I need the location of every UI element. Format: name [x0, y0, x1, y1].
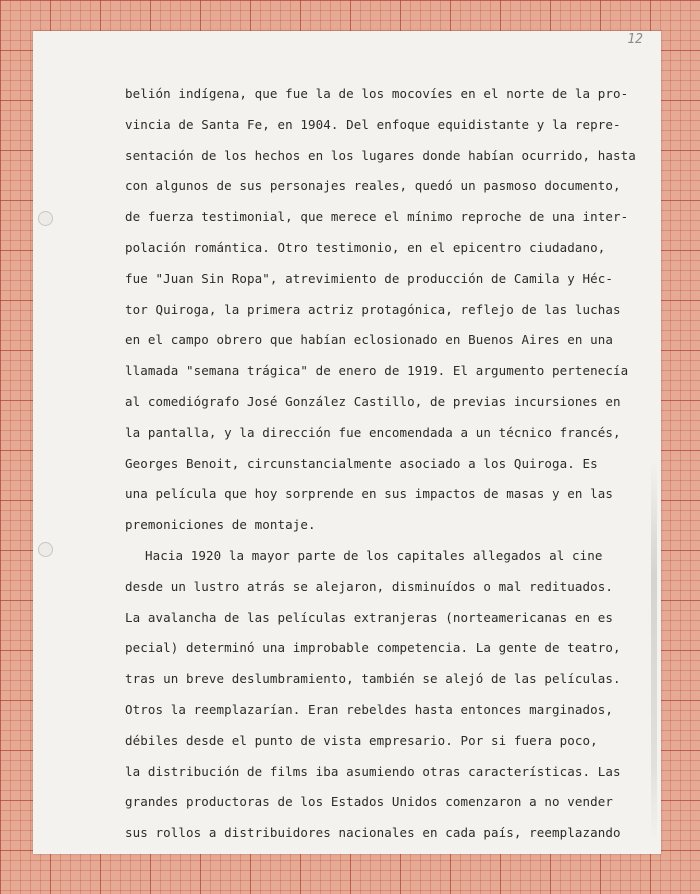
text-line: con algunos de sus personajes reales, quedó un pasmoso documento, — [125, 178, 621, 194]
text-line: una película que hoy sorprende en sus impactos de masas y en las — [125, 486, 614, 502]
text-line: Hacia 1920 la mayor parte de los capitales allegados al cine — [145, 547, 603, 563]
text-line: sus rollos a distribuidores nacionales en cada país, reemplazando — [125, 825, 621, 841]
punch-hole-bottom — [38, 542, 53, 557]
text-line: débiles desde el punto de vista empresario. Por si fuera poco, — [125, 732, 598, 748]
text-line: La avalancha de las películas extranjeras (norteamericanas en es — [125, 609, 614, 625]
text-line: la pantalla, y la dirección fue encomendada a un técnico francés, — [125, 424, 621, 440]
text-line: tras un breve deslumbramiento, también se alejó de las películas. — [125, 671, 621, 687]
text-line: sentación de los hechos en los lugares donde habían ocurrido, hasta — [125, 147, 636, 163]
text-line: tor Quiroga, la primera actriz protagónica, reflejo de las luchas — [125, 301, 621, 317]
text-line: en el campo obrero que habían eclosionado en Buenos Aires en una — [125, 332, 614, 348]
text-line: polación romántica. Otro testimonio, en el epicentro ciudadano, — [125, 239, 606, 255]
text-line: fue "Juan Sin Ropa", atrevimiento de producción de Camila y Héc- — [125, 270, 614, 286]
text-line: belión indígena, que fue la de los mocovíes en el norte de la pro- — [125, 86, 629, 101]
body-text — [125, 79, 636, 849]
text-line: al comediógrafo José González Castillo, de previas incursiones en — [125, 393, 621, 409]
text-line: premoniciones de montaje. — [125, 517, 316, 533]
text-line: Georges Benoit, circunstancialmente asociado a los Quiroga. Es — [125, 455, 598, 471]
punch-hole-top — [38, 211, 53, 226]
text-line: Otros la reemplazarían. Eran rebeldes hasta entonces marginados, — [125, 701, 614, 717]
text-line: la distribución de films iba asumiendo otras características. Las — [125, 763, 621, 779]
text-line: grandes productoras de los Estados Unidos comenzaron a no vender — [125, 794, 614, 810]
text-line: pecial) determinó una improbable competencia. La gente de teatro, — [125, 640, 621, 656]
text-line: llamada "semana trágica" de enero de 1919. El argumento pertenecía — [125, 363, 629, 379]
text-line: desde un lustro atrás se alejaron, disminuídos o mal redituados. — [125, 578, 614, 594]
text-line: vincia de Santa Fe, en 1904. Del enfoque equidistante y la repre- — [125, 116, 621, 132]
typewritten-page — [33, 31, 661, 854]
margin-smudge — [651, 461, 657, 841]
text-line: de fuerza testimonial, que merece el mínimo reproche de una inter- — [125, 209, 629, 225]
page-number: 12 — [627, 32, 643, 47]
